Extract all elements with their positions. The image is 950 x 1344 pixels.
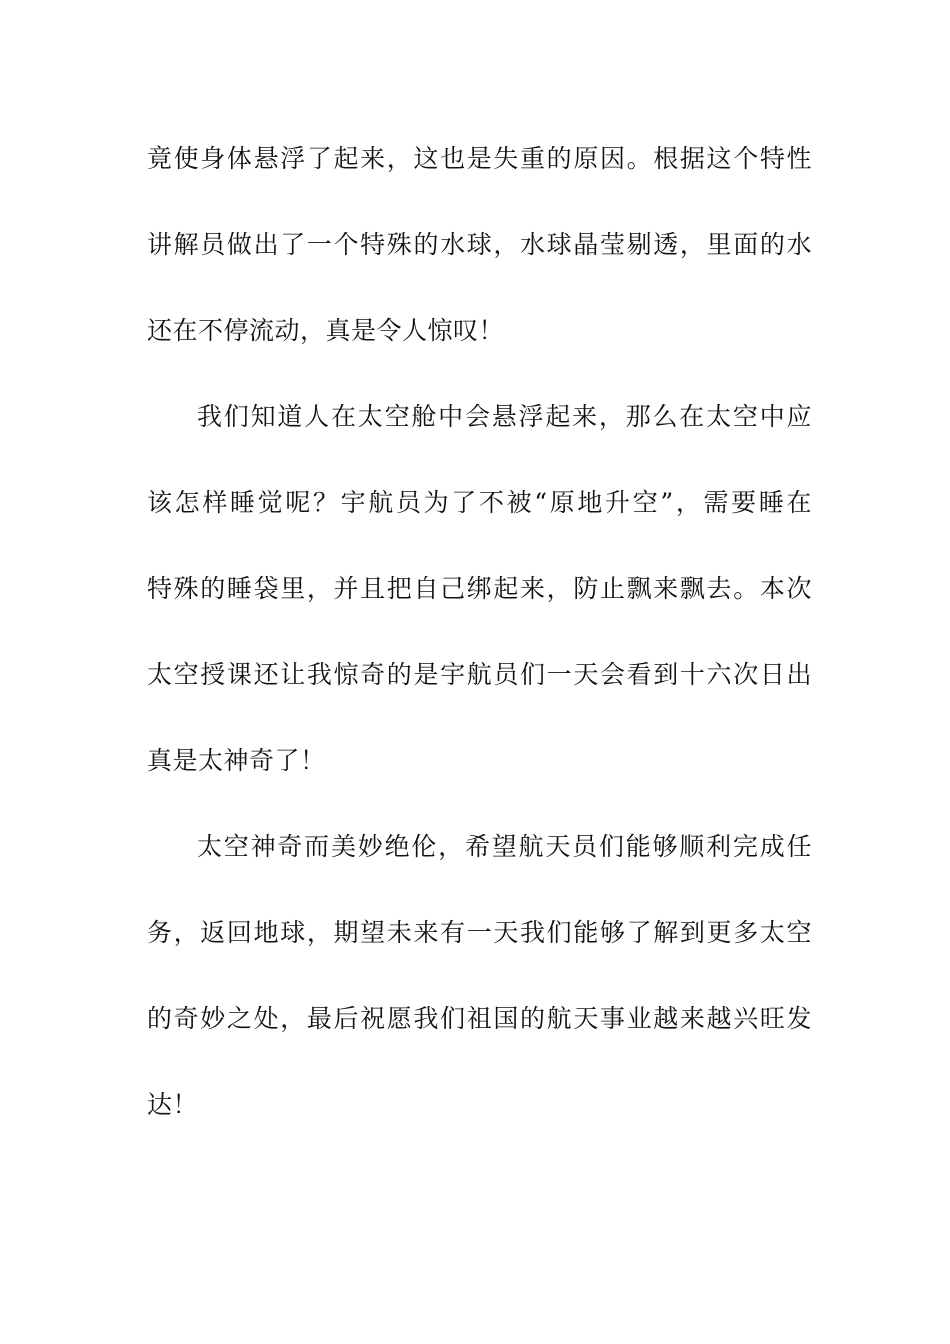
paragraph-line: 真是太神奇了！ xyxy=(147,746,326,775)
paragraph-line: 还在不停流动，真是令人惊叹！ xyxy=(147,316,505,345)
paragraph-line: 讲解员做出了一个特殊的水球，水球晶莹剔透，里面的水 xyxy=(147,230,812,259)
paragraph-line: 务，返回地球，期望未来有一天我们能够了解到更多太空 xyxy=(147,918,812,947)
paragraph-1 xyxy=(147,135,812,355)
paragraph-3 xyxy=(147,823,812,1129)
paragraph-line: 太空授课还让我惊奇的是宇航员们一天会看到十六次日出 xyxy=(147,660,812,689)
paragraph-line: 的奇妙之处，最后祝愿我们祖国的航天事业越来越兴旺发 xyxy=(147,1004,812,1033)
paragraph-2 xyxy=(147,393,812,785)
paragraph-line: 我们知道人在太空舱中会悬浮起来，那么在太空中应 xyxy=(197,402,812,431)
paragraph-line: 达！ xyxy=(147,1090,199,1119)
paragraph-line: 特殊的睡袋里，并且把自己绑起来，防止飘来飘去。本次 xyxy=(147,574,812,603)
document-body xyxy=(147,135,812,1167)
paragraph-line: 该怎样睡觉呢？宇航员为了不被“原地升空”，需要睡在 xyxy=(147,488,812,517)
paragraph-line: 竟使身体悬浮了起来，这也是失重的原因。根据这个特性 xyxy=(147,144,812,173)
paragraph-line: 太空神奇而美妙绝伦，希望航天员们能够顺利完成任 xyxy=(197,832,812,861)
